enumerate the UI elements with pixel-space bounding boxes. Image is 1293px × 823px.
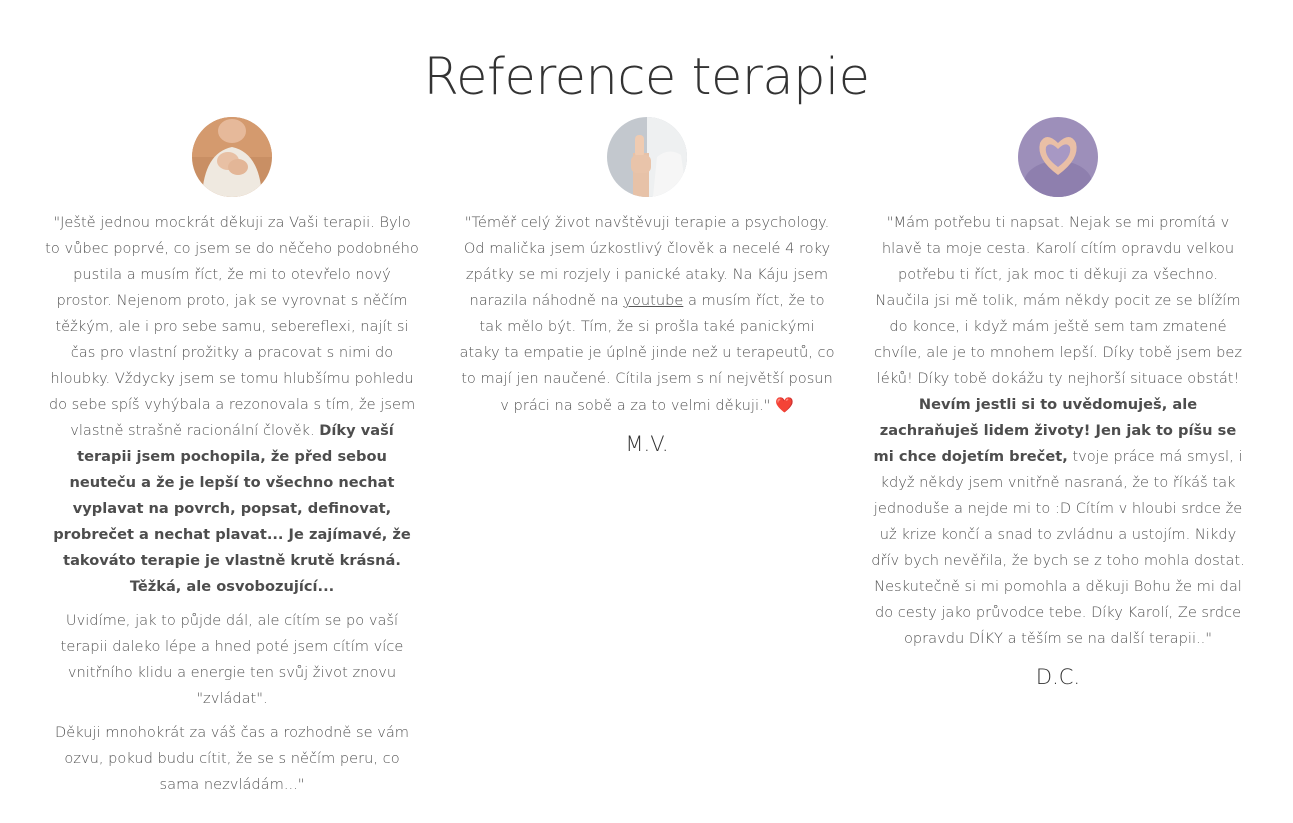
testimonial-text: Uvidíme, jak to půjde dál, ale cítím se po vaší terapii daleko lépe a hned poté jsem cítím více vnitřního klidu a energie ten svůj život znovu "zvládat". <box>60 612 404 707</box>
testimonial-highlight: Díky vaší terapii jsem pochopila, že před sebou neuteču a že je lepší to všechno nechat vyplavat na povrch, popsat, definovat, probrečet a nechat plavat... Je zajímavé, že takováto terapie je vlastně krutě krásná. Těžká, ale osvobozující... <box>53 422 411 595</box>
heart-emoji-icon: ❤️ <box>775 396 794 414</box>
heart-hands-photo <box>1018 117 1098 197</box>
page-title: Reference terapie <box>423 48 870 108</box>
thumbs-up-photo <box>607 117 687 197</box>
testimonial-text: "Téměř celý život navštěvuji terapie a psychology. Od malička jsem úzkostlivý člověk a necelé 4 roky zpátky se mi rozjely i panické ataky. Na Káju jsem narazila náhodně na youtube a musím říct, že to tak mělo být. Tím, že si prošla také panickými ataky ta empatie je úplně jinde než u terapeutů, co to mají jen naučené. Cítila jsem s ní největší posun v práci na sobě a za to velmi děkuji." ❤️ <box>459 214 835 414</box>
testimonial-text: "Ještě jednou mockrát děkuji za Vaši terapii. Bylo to vůbec poprvé, co jsem se do něčeho podobného pustila a musím říct, že mi to otevřelo nový prostor. Nejenom proto, jak se vyrovnat s něčím těžkým, ale i pro sebe samu, sebereflexi, najít si čas pro vlastní prožitky a pracovat s nimi do hloubky. Vždycky jsem se tomu hlubšímu pohledu do sebe spíš vyhýbala a rezonovala s tím, že jsem vlastně strašně racionální člověk. Díky vaší terapii jsem pochopila, že před sebou neuteču a že je lepší to všechno nechat vyplavat na povrch, popsat, definovat, probrečet a nechat plavat... Je zajímavé, že takováto terapie je vlastně krutě krásná. Těžká, ale osvobozující... <box>45 214 419 595</box>
testimonial-card <box>44 117 420 798</box>
testimonial-highlight: Nevím jestli si to uvědomuješ, ale zachraňuješ lidem životy! Jen jak to píšu se mi chce dojetím brečet, <box>873 396 1237 465</box>
testimonial-signature: M.V. <box>625 432 669 456</box>
testimonial-text: Děkuji mnohokrát za váš čas a rozhodně se vám ozvu, pokud budu cítit, že se s něčím peru, co sama nezvládám..." <box>55 724 409 793</box>
testimonial-card <box>870 117 1246 692</box>
youtube-link[interactable]: youtube <box>623 292 684 309</box>
testimonial-card <box>459 117 835 459</box>
testimonial-text: "Mám potřebu ti napsat. Nejak se mi promítá v hlavě ta moje cesta. Karolí cítím opravdu velkou potřebu ti říct, jak moc ti děkuji za všechno. Naučila jsi mě tolik, mám někdy pocit ze se blížím do konce, i když mám ještě sem tam zmatené chvíle, ale je to mnohem lepší. Díky tobě jsem bez léků! Díky tobě dokážu ty nejhorší situace obstát! Nevím jestli si to uvědomuješ, ale zachraňuješ lidem životy! Jen jak to píšu se mi chce dojetím brečet, tvoje práce má smysl, i když někdy jsem vnitřně nasraná, že to říkáš tak jednoduše a nejde mi to :D Cítím v hloubi srdce že už krize končí a snad to zvládnu a ustojím. Nikdy dřív bych nevěřila, že bych se z toho mohla dostat. Neskutečně si mi pomohla a děkuji Bohu že mi dal do cesty jako průvodce tebe. Díky Karolí, Ze srdce opravdu DÍKY a těším se na další terapii.." <box>871 214 1245 647</box>
testimonial-signature: D.C. <box>1035 665 1081 689</box>
woman-hands-on-chest-photo <box>192 117 272 197</box>
